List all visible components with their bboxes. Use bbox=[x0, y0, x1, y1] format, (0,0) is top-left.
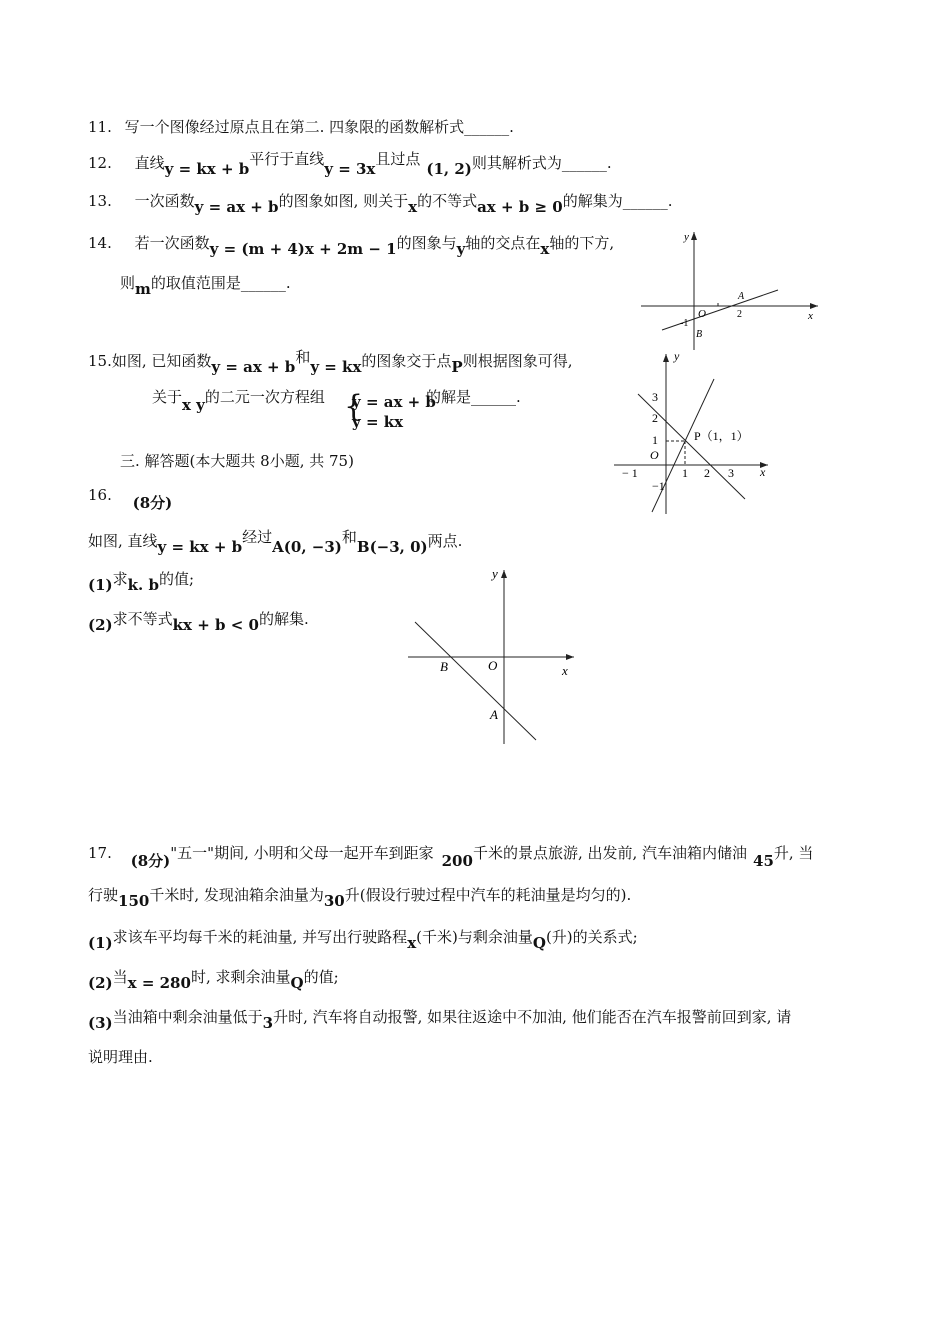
q13-number: 13. bbox=[88, 192, 112, 210]
q16-part-1-number: (1) bbox=[88, 576, 113, 594]
q17-part-1-text-b: (千米)与剩余油量 bbox=[416, 928, 533, 946]
q15-text-4: 则根据图象可得, bbox=[462, 352, 573, 370]
q13-point-b-label: B bbox=[696, 329, 703, 340]
q14-x-variable: x bbox=[540, 240, 550, 258]
q17-distance: 200 bbox=[441, 852, 473, 870]
q12-equation-2: y = 3x bbox=[324, 160, 376, 178]
q17-part-1-text-c: (升)的关系式; bbox=[545, 928, 638, 946]
q16-graph bbox=[400, 564, 584, 748]
q14-y-variable: y bbox=[456, 240, 466, 258]
q15-system-eq-1: y = ax + b bbox=[352, 393, 436, 411]
q12-equation: y = kx + b bbox=[164, 160, 250, 178]
q15-tick-x-2: 2 bbox=[704, 466, 710, 480]
q15-tick-x-neg1: − 1 bbox=[622, 466, 638, 480]
q13-two-label: 2 bbox=[737, 309, 742, 320]
q16-part-1-end: 的值; bbox=[158, 570, 195, 588]
q15-answer-text: 的解是______. bbox=[426, 388, 521, 406]
q12-text-1: 直线 bbox=[134, 154, 165, 172]
q12-text-4: 则其解析式为______. bbox=[471, 154, 612, 172]
q16-part-1-text: 求 bbox=[112, 570, 128, 588]
q15-y-arrow bbox=[663, 354, 669, 362]
q16-y-arrow bbox=[501, 570, 507, 578]
section-3-heading: 三. 解答题(本大题共 8小题, 共 75) bbox=[120, 452, 354, 470]
q15-line-2 bbox=[152, 386, 325, 416]
q13-x-label: x bbox=[808, 310, 813, 322]
q17-part-2-equation: x = 280 bbox=[127, 974, 191, 992]
q17-part-3-end: 说明理由. bbox=[88, 1048, 153, 1066]
q12-text-3: 且过点 bbox=[375, 150, 421, 168]
q16-kb: k. b bbox=[127, 576, 159, 594]
q11-number: 11. bbox=[88, 118, 112, 136]
q16-equation: y = kx + b bbox=[157, 538, 243, 556]
q15-tick-y-neg1: −1 bbox=[652, 479, 665, 493]
q17-part-3-number: (3) bbox=[88, 1014, 113, 1032]
q17-text-5: 千米时, 发现油箱余油量为 bbox=[149, 886, 324, 904]
q15-system-eq-2: y = kx bbox=[352, 413, 404, 431]
q14-text-3: 轴的交点在 bbox=[465, 234, 541, 252]
q17-km: 150 bbox=[118, 892, 150, 910]
q14-text-6: 的取值范围是______. bbox=[150, 274, 291, 292]
q17-part-3-text-b: 升时, 汽车将自动报警, 如果往返途中不加油, 他们能否在汽车报警前回到家, 请 bbox=[273, 1008, 792, 1026]
q15-line-1 bbox=[88, 346, 572, 378]
q17-text-1: "五一"期间, 小明和父母一起开车到距家 bbox=[170, 844, 434, 862]
q15-tick-x-3: 3 bbox=[728, 466, 734, 480]
q15-text-1: 如图, 已知函数 bbox=[111, 352, 212, 370]
q13-inequality: ax + b ≥ 0 bbox=[477, 198, 563, 216]
q16-text-1: 如图, 直线 bbox=[88, 532, 158, 550]
q15-text-5: 关于 bbox=[152, 388, 183, 406]
q16-point-b-label: B bbox=[440, 659, 448, 674]
q13-equation: y = ax + b bbox=[194, 198, 279, 216]
q16-part-2 bbox=[88, 608, 309, 636]
q17-score: (8分) bbox=[130, 852, 171, 870]
q14-text-4: 轴的下方, bbox=[549, 234, 615, 252]
q14-text-5: 则 bbox=[120, 274, 136, 292]
q15-y-label: y bbox=[674, 349, 680, 363]
q12-text-2: 平行于直线 bbox=[249, 150, 325, 168]
q12-point: (1, 2) bbox=[426, 160, 472, 178]
q16-part-2-end: 的解集. bbox=[258, 610, 309, 628]
q15-equation-1: y = ax + b bbox=[211, 358, 296, 376]
q17-text-2: 千米的景点旅游, 出发前, 汽车油箱内储油 bbox=[472, 844, 748, 862]
q13 bbox=[88, 190, 672, 218]
q13-variable: x bbox=[408, 198, 418, 216]
q16-x-arrow bbox=[566, 654, 574, 660]
q17-number: 17. bbox=[88, 844, 112, 862]
q14-equation: y = (m + 4)x + 2m − 1 bbox=[209, 240, 397, 258]
q15-number: 15. bbox=[88, 352, 112, 370]
q13-text-2: 的图象如图, 则关于 bbox=[278, 192, 409, 210]
q15-tick-y-2: 2 bbox=[652, 411, 658, 425]
q17-part-2-text-c: 的值; bbox=[303, 968, 339, 986]
q16-part-2-text: 求不等式 bbox=[112, 610, 173, 628]
q15-tick-y-3: 3 bbox=[652, 390, 658, 404]
q16-inequality: kx + b < 0 bbox=[172, 616, 259, 634]
q12 bbox=[88, 148, 612, 180]
q15-x-label: x bbox=[760, 465, 766, 479]
q15-text-6: 的二元一次方程组 bbox=[204, 388, 325, 406]
q17-part-3-text-a: 当油箱中剩余油量低于 bbox=[112, 1008, 263, 1026]
q16-part-1 bbox=[88, 568, 194, 596]
q17-part-2 bbox=[88, 966, 339, 994]
q14-number: 14. bbox=[88, 234, 112, 252]
q16-origin-label: O bbox=[488, 658, 498, 673]
q13-y-label: y bbox=[684, 231, 689, 243]
q15-xy-variables: x y bbox=[182, 396, 205, 414]
q16-score: (8分) bbox=[132, 494, 173, 512]
q15-point-p-label: P（1，1） bbox=[694, 429, 749, 443]
q15-p-variable: P bbox=[451, 358, 463, 376]
q17-part-1 bbox=[88, 926, 638, 954]
q13-neg1-label: -1 bbox=[680, 318, 689, 329]
q16-y-label: y bbox=[492, 566, 498, 581]
q15-text-2: 和 bbox=[295, 348, 311, 366]
q16-x-label: x bbox=[562, 663, 568, 678]
q16-number: 16. bbox=[88, 486, 112, 504]
q17-q-variable: Q bbox=[532, 934, 546, 952]
q17-text-3: 升, 当 bbox=[773, 844, 814, 862]
q17-part-2-number: (2) bbox=[88, 974, 113, 992]
q15-tick-x-1: 1 bbox=[682, 466, 688, 480]
q17-text-6: 升(假设行驶过程中汽车的耗油量是均匀的). bbox=[344, 886, 632, 904]
q17-fuel-initial: 45 bbox=[753, 852, 774, 870]
q17-line-2 bbox=[88, 884, 631, 912]
q17-x-variable: x bbox=[407, 934, 417, 952]
q15-text-3: 的图象交于点 bbox=[361, 352, 452, 370]
q13-text-4: 的解集为______. bbox=[562, 192, 673, 210]
q11-text: 写一个图像经过原点且在第二. 四象限的函数解析式______. bbox=[124, 118, 514, 136]
q13-point-a-label: A bbox=[738, 291, 745, 302]
q13-y-arrow bbox=[691, 232, 697, 240]
q14-line-1 bbox=[88, 232, 614, 260]
q15-tick-y-1: 1 bbox=[652, 433, 658, 447]
q13-text-1: 一次函数 bbox=[134, 192, 195, 210]
q16-point-a: A(0, −3) bbox=[272, 538, 342, 556]
q17-part-3-value: 3 bbox=[262, 1014, 274, 1032]
q15-graph bbox=[608, 348, 774, 518]
q14-text-1: 若一次函数 bbox=[134, 234, 210, 252]
q13-x-arrow bbox=[810, 303, 818, 309]
q14-text-2: 的图象与 bbox=[396, 234, 457, 252]
q15-system-brace: { bbox=[344, 389, 364, 424]
q15-origin-label: O bbox=[650, 448, 659, 462]
q11 bbox=[88, 116, 514, 138]
q15-equation-2: y = kx bbox=[310, 358, 362, 376]
q16-header bbox=[88, 484, 172, 514]
q14-line-2 bbox=[120, 272, 291, 300]
q16-text-4: 两点. bbox=[427, 532, 463, 550]
q17-text-4: 行驶 bbox=[88, 886, 119, 904]
q16-part-2-number: (2) bbox=[88, 616, 113, 634]
q16-line bbox=[415, 622, 536, 740]
q13-graph bbox=[636, 226, 826, 352]
q17-oil-remaining: 30 bbox=[323, 892, 345, 910]
q14-m-variable: m bbox=[135, 280, 151, 298]
q17-part-3 bbox=[88, 1006, 791, 1034]
q16-point-b: B(−3, 0) bbox=[356, 538, 428, 556]
q16-statement bbox=[88, 526, 462, 558]
q12-number: 12. bbox=[88, 154, 112, 172]
q17-line-1 bbox=[88, 842, 813, 872]
q16-text-3: 和 bbox=[341, 528, 357, 546]
q13-origin-label: O bbox=[698, 308, 706, 320]
q16-point-a-label: A bbox=[490, 707, 498, 722]
q17-part-2-q: Q bbox=[290, 974, 304, 992]
q17-part-2-text-b: 时, 求剩余油量 bbox=[190, 968, 291, 986]
q17-part-2-text-a: 当 bbox=[112, 968, 128, 986]
q13-text-3: 的不等式 bbox=[417, 192, 478, 210]
q17-part-1-number: (1) bbox=[88, 934, 113, 952]
q17-part-1-text-a: 求该车平均每千米的耗油量, 并写出行驶路程 bbox=[112, 928, 408, 946]
q16-text-2: 经过 bbox=[242, 528, 273, 546]
